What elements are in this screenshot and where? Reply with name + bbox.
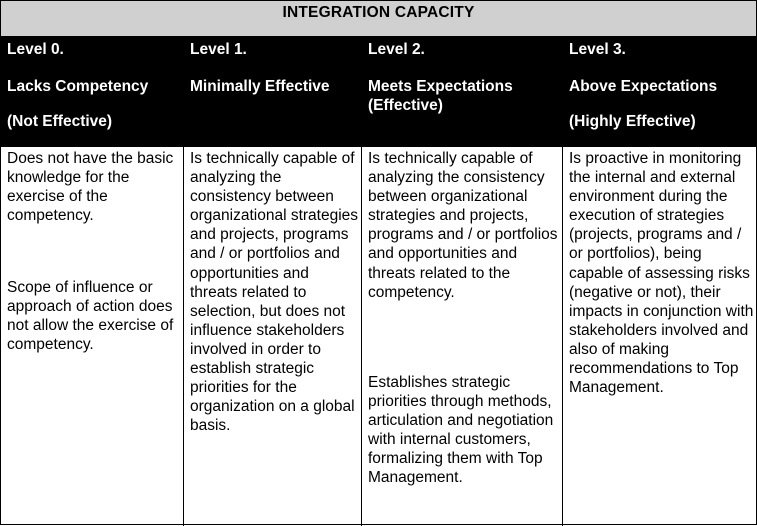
level-rating: (Highly Effective) (569, 113, 696, 130)
description-paragraph: Is proactive in monitoring the internal and external environment during the execution of strategies (projects, programs and / or portfolios), being capable of assessing risks (negative or not), their impacts in conjunction with stakeholders involved and also of making recommendations to Top Management. (569, 150, 754, 397)
description-paragraph: Establishes strategic priorities through methods, articulation and negotiation with internal customers, formalizing them with Top Management. (368, 374, 554, 487)
header-level-2 (362, 37, 562, 147)
table-title-bar (1, 1, 756, 37)
description-paragraph: Is technically capable of analyzing the consistency between organizational strategies and projects, programs and / or portfolios and opportunities and threats related to the competency. (368, 150, 558, 301)
level-number: Level 3. (569, 41, 626, 58)
description-paragraph: Does not have the basic knowledge for the exercise of the competency. (7, 150, 174, 225)
level-rating: (Not Effective) (7, 113, 113, 130)
level-name: Meets Expectations (Effective) (368, 78, 513, 114)
description-cell-level-2 (362, 147, 562, 524)
column-divider (562, 147, 563, 526)
level-name: Lacks Competency (7, 78, 149, 95)
level-number: Level 2. (368, 41, 425, 58)
description-paragraph: Is technically capable of analyzing the consistency between organizational strategies and projects, programs and / or portfolios and opportunities and threats related to selection, but does not influence stakeholders involved in order to establish strategic priorities for the organization on a global basis. (190, 150, 359, 435)
header-level-3 (563, 37, 756, 147)
column-divider (183, 147, 184, 526)
level-name: Above Expectations (569, 78, 718, 95)
level-number: Level 0. (7, 41, 64, 58)
table-title: INTEGRATION CAPACITY (282, 4, 475, 21)
level-number: Level 1. (190, 41, 247, 58)
description-cell-level-1 (184, 147, 361, 524)
header-level-0 (1, 37, 183, 147)
description-cell-level-3 (563, 147, 756, 524)
description-cell-level-0 (1, 147, 183, 524)
level-name: Minimally Effective (190, 78, 330, 95)
column-divider (361, 147, 362, 526)
header-level-1 (184, 37, 361, 147)
description-paragraph: Scope of influence or approach of action does not allow the exercise of competency. (7, 279, 174, 354)
header-row (1, 37, 756, 147)
description-row (1, 147, 756, 524)
